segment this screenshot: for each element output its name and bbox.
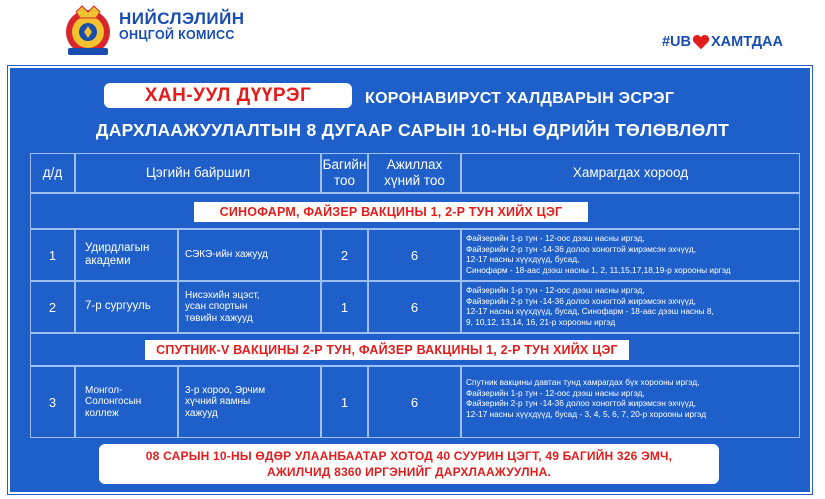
- header-teams-line1: Багийн: [322, 157, 367, 173]
- row3-name-line3: коллеж: [85, 407, 119, 419]
- header-staff-line2: хүний тоо: [384, 173, 445, 188]
- org-name-line1: НИЙСЛЭЛИЙН: [119, 9, 245, 28]
- header-teams: [321, 153, 368, 193]
- row1-covered-line: Синофарм - 18-аас дээш насны 1, 2, 11,15,17,18,19-р хорооны иргэд: [466, 264, 731, 275]
- row3-no: 3: [30, 366, 75, 438]
- row2-covered: [461, 281, 800, 333]
- hashtag: [662, 34, 783, 50]
- schedule-table: [30, 153, 800, 440]
- row3-covered: [461, 366, 800, 438]
- row3-covered-line: Файзерийн 1-р тун - 12-оос дээш насны иргэд,: [466, 387, 645, 398]
- summary-footer: [99, 444, 719, 484]
- org-name-line2: ОНЦГОЙ КОМИСС: [119, 27, 235, 42]
- row2-covered-line: 9, 10,12, 13,14, 16, 21-р хорооны иргэд: [466, 316, 616, 327]
- row3-location-name: [75, 366, 178, 438]
- header-teams-line2: тоо: [333, 173, 356, 188]
- row1-no: 1: [30, 229, 75, 281]
- row1-covered-line: Файзерийн 1-р тун - 12-оос дээш насны иргэд,: [466, 233, 645, 243]
- row3-name-line2: Солонгосын: [85, 396, 142, 408]
- row2-no: 2: [30, 281, 75, 333]
- header-no: д/д: [30, 153, 75, 193]
- header-covered: Хамрагдах хороод: [461, 153, 800, 193]
- row1-covered-line: 12-17 насны хүүхдүүд, бусад,: [466, 254, 580, 265]
- row2-address-line3: төвийн хажууд: [185, 312, 253, 324]
- row2-teams: 1: [321, 281, 368, 333]
- row2-covered-line: Файзерийн 1-р тун - 12-оос дээш насны иргэд,: [466, 285, 645, 295]
- hashtag-suffix: ХАМТДАА: [711, 34, 783, 50]
- row2-covered-line: Файзерийн 2-р тун -14-36 долоо хоногтой жирэмсэн эхчүүд,: [466, 295, 697, 306]
- section1-label: СИНОФАРМ, ФАЙЗЕР ВАКЦИНЫ 1, 2-Р ТУН ХИЙХ ЦЭГ: [194, 202, 588, 222]
- city-emblem-icon: [62, 4, 114, 58]
- row2-location-name: 7-р сургууль: [75, 281, 178, 333]
- heart-icon: [692, 34, 710, 50]
- row3-name-line1: Монгол-: [85, 384, 123, 396]
- row1-covered-line: Файзерийн 2-р тун -14-36 долоо хоногтой жирэмсэн эхчүүд,: [466, 243, 697, 254]
- row3-address: [178, 366, 321, 438]
- district-label: ХАН-УУЛ ДҮҮРЭГ: [104, 83, 352, 108]
- row2-covered-line: 12-17 насны хүүхдүүд, бусад, Синофарм - 18-аас дээш насны 8,: [466, 306, 714, 317]
- row2-address-line2: усан спортын: [185, 301, 248, 313]
- row1-location-name: [75, 229, 178, 281]
- title-line1: КОРОНАВИРУСТ ХАЛДВАРЫН ЭСРЭГ: [365, 90, 675, 107]
- header-staff: [368, 153, 461, 193]
- organization-name: [119, 10, 245, 42]
- header-staff-line1: Ажиллах: [386, 157, 443, 173]
- row3-covered-line: Файзерийн 2-р тун -14-36 долоо хоногтой жирэмсэн эхчүүд,: [466, 398, 697, 409]
- row1-covered: [461, 229, 800, 281]
- footer-line1: 08 САРЫН 10-НЫ ӨДӨР УЛААНБААТАР ХОТОД 40 СУУРИН ЦЭГТ, 49 БАГИЙН 326 ЭМЧ,: [145, 449, 673, 463]
- footer-line2: АЖИЛЧИД 8360 ИРГЭНИЙГ ДАРХЛААЖУУЛНА.: [267, 465, 551, 479]
- row2-staff: 6: [368, 281, 461, 333]
- row1-name-line2: академи: [85, 255, 131, 267]
- row3-covered-line: 12-17 насны хүүхдүүд, бусад - 3, 4, 5, 6, 7, 20-р хорооны иргэд: [466, 408, 707, 419]
- row3-address-line1: 3-р хороо, Эрчим: [185, 384, 266, 396]
- row1-teams: 2: [321, 229, 368, 281]
- row2-address: [178, 281, 321, 333]
- row3-teams: 1: [321, 366, 368, 438]
- header-location: Цэгийн байршил: [75, 153, 321, 193]
- hashtag-prefix: #UB: [661, 34, 691, 50]
- title-line2: ДАРХЛААЖУУЛАЛТЫН 8 ДУГААР САРЫН 10-НЫ ӨДРИЙН ТӨЛӨВЛӨЛТ: [95, 120, 730, 140]
- section2-label: СПУТНИК-V ВАКЦИНЫ 2-Р ТУН, ФАЙЗЕР ВАКЦИНЫ 1, 2-Р ТУН ХИЙХ ЦЭГ: [145, 340, 629, 360]
- header: [0, 0, 825, 62]
- row1-name-line1: Удирдлагын: [85, 241, 150, 254]
- row3-staff: 6: [368, 366, 461, 438]
- row3-address-line2: хүчний яамны: [185, 396, 251, 408]
- row2-address-line1: Нисэхийн эцэст,: [185, 289, 260, 301]
- row3-covered-line: Спутник вакцины давтан тунд хамрагдах бүх хорооны иргэд,: [466, 377, 700, 387]
- row1-address: СЭКЭ-ийн хажууд: [178, 229, 321, 281]
- row3-address-line3: хажууд: [185, 407, 218, 419]
- row1-staff: 6: [368, 229, 461, 281]
